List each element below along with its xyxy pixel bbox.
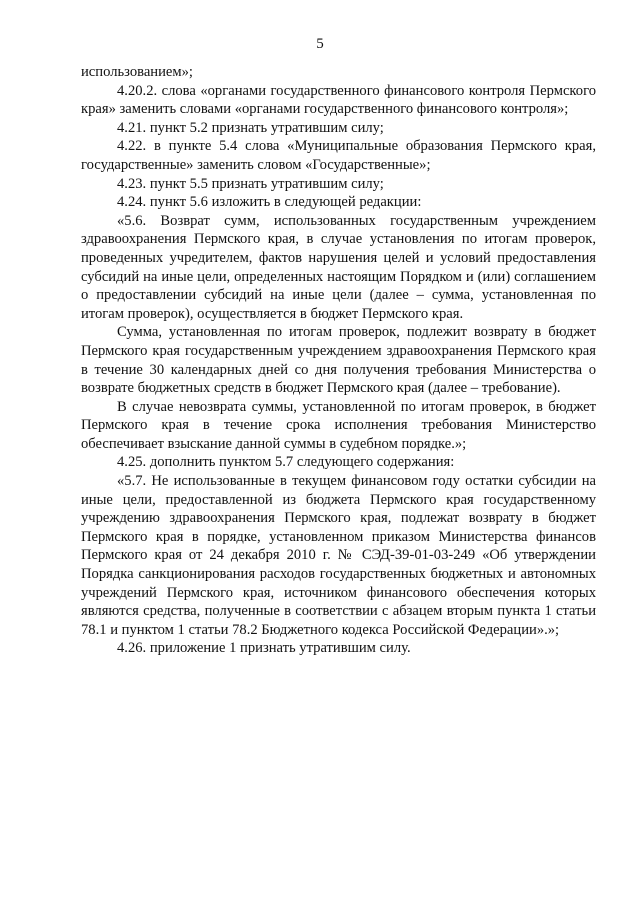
paragraph-4-24: 4.24. пункт 5.6 изложить в следующей редакции: — [117, 194, 422, 211]
paragraph-5-6-nonreturn: В случае невозврата суммы, установленной по итогам проверок, в бюджет Пермского края в течение срока исполнения требования Министерство обеспечивает взыскание данной суммы в судебном порядке.»; — [81, 398, 596, 452]
paragraph-5-6-sum: Сумма, установленная по итогам проверок, подлежит возврату в бюджет Пермского края государственным учреждением здравоохранения Пермского края в течение 30 календарных дней со дня получения требования Министерства о возврате бюджетных средств в бюджет Пермского края (далее – требование). — [81, 324, 596, 397]
paragraph-4-25: 4.25. дополнить пунктом 5.7 следующего содержания: — [117, 454, 455, 471]
paragraph-4-22: 4.22. в пункте 5.4 слова «Муниципальные образования Пермского края, государственные» заменить словом «Государственные»; — [81, 138, 596, 173]
paragraph-5-6: «5.6. Возврат сумм, использованных государственным учреждением здравоохранения Пермского края, в случае установления по итогам проверок, проведенных учредителем, фактов нарушения целей и условий предоставления субсидий на иные цели, определенных настоящим Порядком и (или) соглашением о предоставлении субсидий на иные цели (далее – сумма, установленная по итогам проверок), осуществляется в бюджет Пермского края. — [81, 212, 596, 322]
document-body — [81, 63, 596, 658]
paragraph-4-21: 4.21. пункт 5.2 признать утратившим силу; — [117, 119, 384, 136]
paragraph-4-23: 4.23. пункт 5.5 признать утратившим силу; — [117, 175, 384, 192]
paragraph-4-20-2: 4.20.2. слова «органами государственного финансового контроля Пермского края» заменить словами «органами государственного финансового контроля»; — [81, 82, 596, 118]
page-number: 5 — [316, 36, 324, 52]
paragraph-continuation: использованием»; — [81, 64, 193, 80]
paragraph-4-26: 4.26. приложение 1 признать утратившим силу. — [117, 640, 411, 657]
paragraph-5-7: «5.7. Не использованные в текущем финансовом году остатки субсидии на иные цели, предоставленной из бюджета Пермского края государственному учреждению здравоохранения Пермского края, подлежат возврату в бюджет Пермского края в порядке, установленном приказом Министерства финансов Пермского края от 24 декабря 2010 г. № СЭД-39-01-03-249 «Об утверждении Порядка санкционирования расходов государственных бюджетных и автономных учреждений Пермского края, источником финансового обеспечения которых являются средства, полученные в соответствии с абзацем вторым пункта 1 статьи 78.1 и пунктом 1 статьи 78.2 Бюджетного кодекса Российской Федерации».»; — [81, 473, 596, 638]
